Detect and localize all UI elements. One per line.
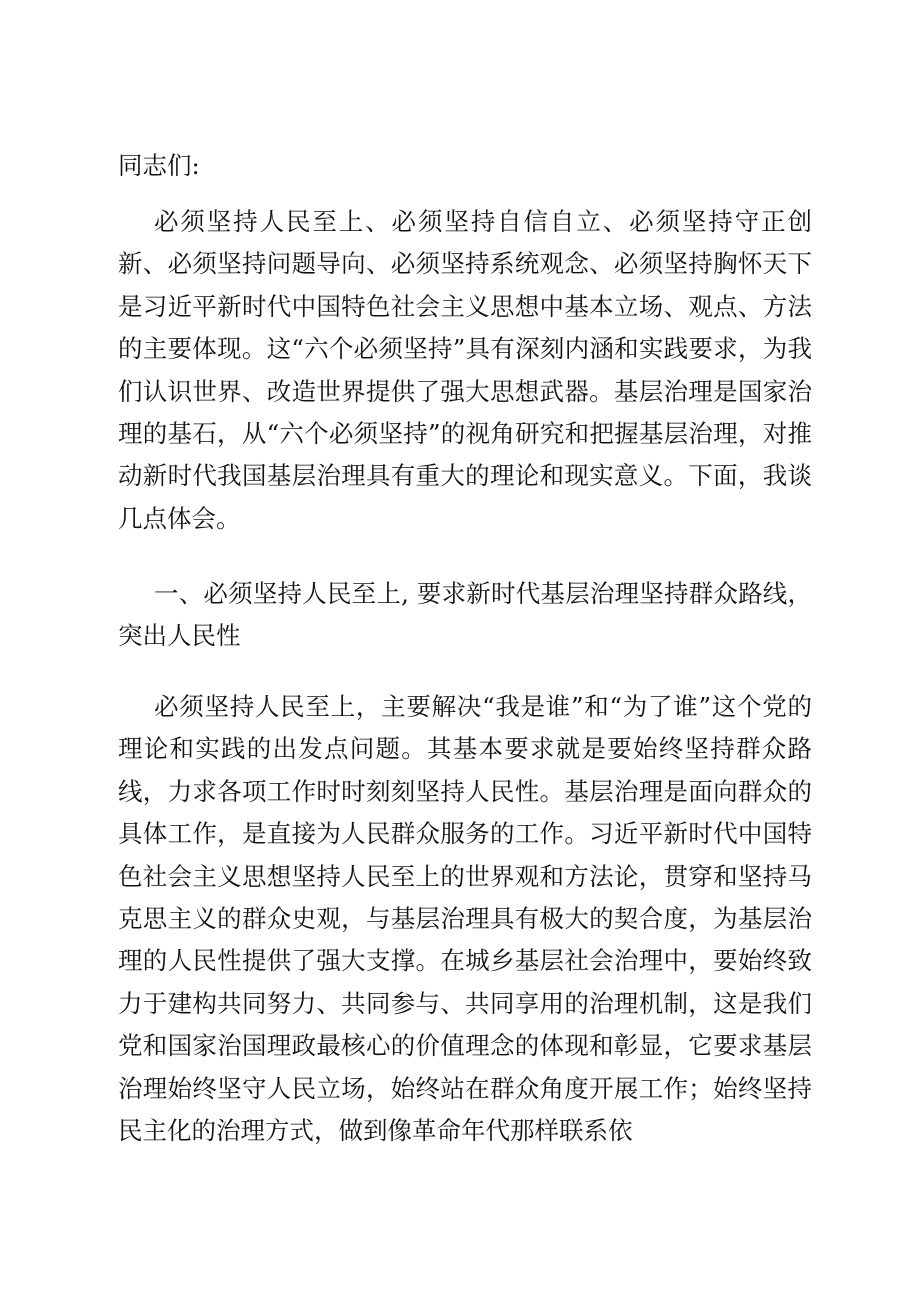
section-heading-1: 一、必须坚持人民至上, 要求新时代基层治理坚持群众路线，突出人民性 xyxy=(118,579,812,651)
section-1-paragraph: 必须坚持人民至上，主要解决“我是谁”和“为了谁”这个党的理论和实践的出发点问题。其基本要求就是要始终坚持群众路线，力求各项工作时时刻刻坚持人民性。基层治理是面向群众的具体工作，是直接为人民群众服务的工作。习近平新时代中国特色社会主义思想坚持人民至上的世界观和方法论，贯穿和坚持马克思主义的群众史观，与基层治理具有极大的契合度，为基层治理的人民性提供了强大支撑。在城乡基层社会治理中，要始终致力于建构共同努力、共同参与、共同享用的治理机制，这是我们党和国家治国理政最核心的价值理念的体现和彰显，它要求基层治理始终坚守人民立场，始终站在群众角度开展工作；始终坚持民主化的治理方式，做到像革命年代那样联系依 xyxy=(118,692,812,1146)
intro-paragraph: 必须坚持人民至上、必须坚持自信自立、必须坚持守正创新、必须坚持问题导向、必须坚持系统观念、必须坚持胸怀天下是习近平新时代中国特色社会主义思想中基本立场、观点、方法的主要体现。这“六个必须坚持”具有深刻内涵和实践要求，为我们认识世界、改造世界提供了强大思想武器。基层治理是国家治理的基石，从“六个必须坚持”的视角研究和把握基层治理，对推动新时代我国基层治理具有重大的理论和现实意义。下面，我谈几点体会。 xyxy=(118,207,812,533)
salutation: 同志们: xyxy=(118,151,200,180)
